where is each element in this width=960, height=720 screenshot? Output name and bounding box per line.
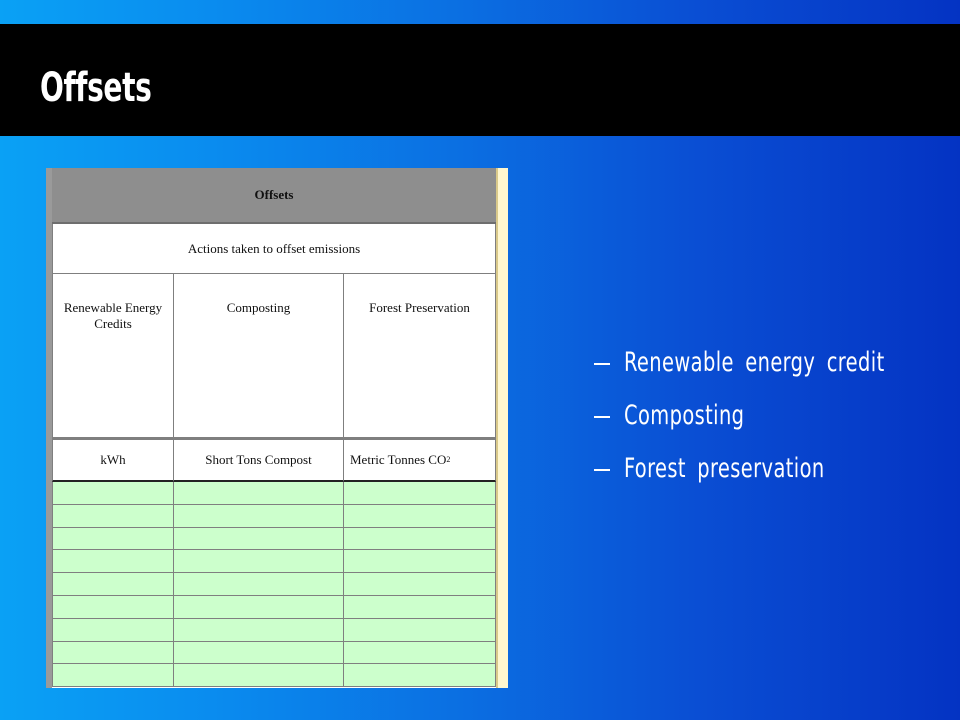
table-right-border <box>496 168 508 688</box>
bullet-item <box>594 442 950 495</box>
table-row <box>52 550 496 573</box>
column-header-renewable-energy-credits: Renewable Energy Credits <box>52 274 174 438</box>
input-cell <box>52 505 174 528</box>
input-cell <box>174 550 344 573</box>
unit-short-tons-compost: Short Tons Compost <box>174 438 344 482</box>
input-cell <box>344 573 496 596</box>
bullet-text: Renewable energy credit <box>624 347 885 378</box>
input-grid <box>52 482 496 687</box>
input-cell <box>344 642 496 665</box>
table-row <box>52 573 496 596</box>
input-cell <box>174 664 344 687</box>
column-header-forest-preservation: Forest Preservation <box>344 274 496 438</box>
input-cell <box>174 619 344 642</box>
input-cell <box>52 664 174 687</box>
input-cell <box>344 596 496 619</box>
input-cell <box>174 642 344 665</box>
input-cell <box>344 550 496 573</box>
unit-kwh: kWh <box>52 438 174 482</box>
input-cell <box>52 573 174 596</box>
input-cell <box>344 482 496 505</box>
input-cell <box>52 550 174 573</box>
input-cell <box>52 528 174 551</box>
dash-bullet-icon <box>594 416 610 418</box>
input-cell <box>52 482 174 505</box>
bullet-text: Composting <box>624 400 745 431</box>
column-header-composting: Composting <box>174 274 344 438</box>
table-row <box>52 642 496 665</box>
bullet-list <box>594 336 950 495</box>
offsets-table <box>52 168 496 688</box>
input-cell <box>174 505 344 528</box>
table-subheader: Actions taken to offset emissions <box>52 224 496 274</box>
unit-metric-tonnes-co2 <box>344 438 496 482</box>
input-cell <box>344 619 496 642</box>
dash-bullet-icon <box>594 363 610 365</box>
table-row <box>52 596 496 619</box>
table-header: Offsets <box>52 168 496 224</box>
input-cell <box>52 619 174 642</box>
input-cell <box>174 596 344 619</box>
table-row <box>52 664 496 687</box>
unit-co2-subscript: 2 <box>446 455 451 464</box>
input-cell <box>52 596 174 619</box>
input-cell <box>344 505 496 528</box>
bullet-text: Forest preservation <box>624 453 825 484</box>
input-cell <box>344 664 496 687</box>
table-row <box>52 482 496 505</box>
bullet-item <box>594 389 950 442</box>
input-cell <box>174 573 344 596</box>
input-cell <box>52 642 174 665</box>
table-row <box>52 528 496 551</box>
table-row <box>52 619 496 642</box>
input-cell <box>174 528 344 551</box>
dash-bullet-icon <box>594 469 610 471</box>
offsets-table-image <box>46 168 508 688</box>
bullet-item <box>594 336 950 389</box>
slide-title: Offsets <box>40 65 152 111</box>
unit-metric-tonnes-label: Metric Tonnes CO <box>350 452 447 467</box>
input-cell <box>174 482 344 505</box>
input-cell <box>344 528 496 551</box>
table-row <box>52 505 496 528</box>
